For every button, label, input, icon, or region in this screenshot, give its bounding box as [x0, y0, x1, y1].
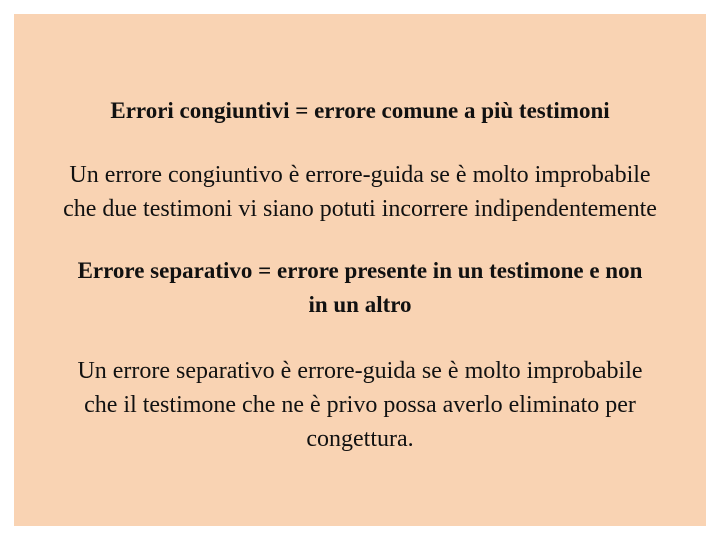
slide-panel [14, 14, 706, 526]
paragraph-separativo-line-1: Un errore separativo è errore-guida se è molto improbabile [77, 358, 643, 384]
paragraph-separativo-line-3: congettura. [306, 426, 414, 452]
paragraph-separativo-line-2: che il testimone che ne è privo possa averlo eliminato per [84, 392, 636, 418]
heading-errori-congiuntivi: Errori congiuntivi = errore comune a più testimoni [110, 98, 610, 123]
heading-errore-separativo-line-2: in un altro [308, 292, 412, 317]
heading-errore-separativo-line-1: Errore separativo = errore presente in un testimone e non [77, 258, 643, 283]
paragraph-congiuntivo-line-1: Un errore congiuntivo è errore-guida se è molto improbabile [69, 162, 651, 188]
paragraph-congiuntivo-line-2: che due testimoni vi siano potuti incorrere indipendentemente [63, 196, 657, 222]
